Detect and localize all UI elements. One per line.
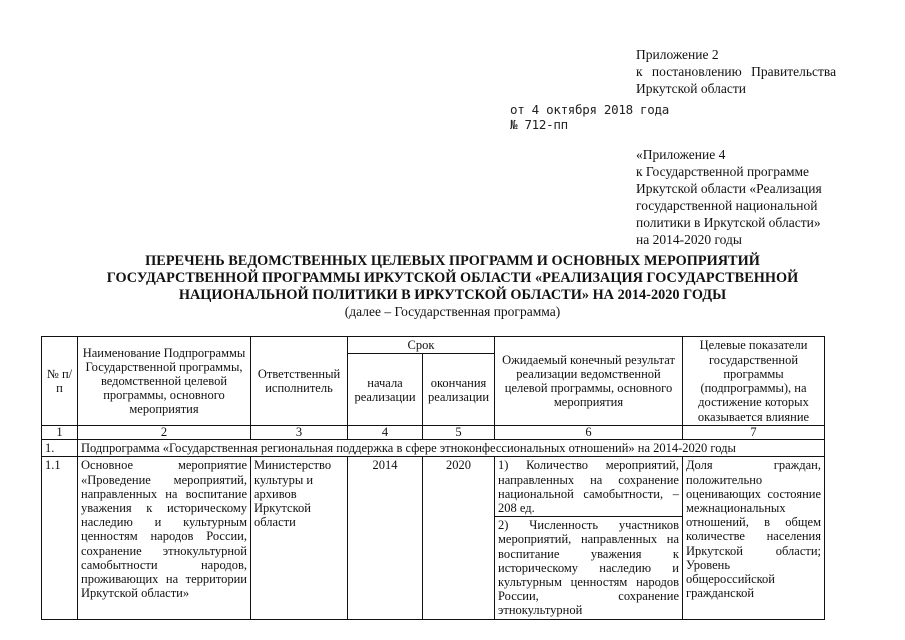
registration-stamp xyxy=(510,102,669,132)
header-term: Срок xyxy=(348,337,495,354)
measures-table xyxy=(41,336,825,620)
column-number: 3 xyxy=(251,426,348,440)
result-item-1: 1) Количество мероприятий, направленных на сохранение национальной самобытности, – 208 ед. xyxy=(498,458,679,516)
column-number: 2 xyxy=(78,426,251,440)
column-number: 1 xyxy=(42,426,78,440)
appendix-4-line: политики в Иркутской области» xyxy=(636,215,821,230)
appendix-4-block xyxy=(636,146,822,248)
table-row xyxy=(42,457,825,619)
row-measure-name: Основное мероприятие «Проведение мероприятий, направленных на воспитание уважения к историческому наследию и культурным ценностям народов России, сохранение этнокультурной самобытности народов, проживающих на территории Иркутской области» xyxy=(78,457,251,619)
document-title xyxy=(0,253,905,304)
subprogram-row xyxy=(42,440,825,457)
row-end-year: 2020 xyxy=(423,457,495,619)
title-line: ГОСУДАРСТВЕННОЙ ПРОГРАММЫ ИРКУТСКОЙ ОБЛАСТИ «РЕАЛИЗАЦИЯ ГОСУДАРСТВЕННОЙ xyxy=(106,270,799,286)
appendix-4-line: на 2014-2020 годы xyxy=(636,232,742,247)
header-num: № п/п xyxy=(42,337,78,426)
header-start: начала реализации xyxy=(348,354,423,426)
column-number: 5 xyxy=(423,426,495,440)
header-executor: Ответственный исполнитель xyxy=(251,337,348,426)
header-end: окончания реализации xyxy=(423,354,495,426)
subprogram-num: 1. xyxy=(42,440,78,457)
column-number: 4 xyxy=(348,426,423,440)
header-name: Наименование Подпрограммы Государственной программы, ведомственной целевой программы, основного мероприятия xyxy=(78,337,251,426)
result-item-2: 2) Численность участников мероприятий, направленных на воспитание уважения к историческому наследию и культурным ценностям народов России, сохранение этнокультурной xyxy=(495,516,682,618)
header-indicators: Целевые показатели государственной программы (подпрограммы), на достижение которых оказывается влияние xyxy=(683,337,825,426)
row-target-indicators: Доля граждан, положительно оценивающих состояние межнациональных отношений, в общем количестве населения Иркутской области; Уровень общероссийской гражданской xyxy=(683,457,825,619)
stamp-date: от 4 октября 2018 года xyxy=(510,102,669,117)
title-line: НАЦИОНАЛЬНОЙ ПОЛИТИКИ В ИРКУТСКОЙ ОБЛАСТИ» НА 2014-2020 ГОДЫ xyxy=(178,287,727,303)
appendix-2-line: Иркутской области xyxy=(636,81,747,96)
title-line: ПЕРЕЧЕНЬ ВЕДОМСТВЕННЫХ ЦЕЛЕВЫХ ПРОГРАММ И ОСНОВНЫХ МЕРОПРИЯТИЙ xyxy=(145,253,760,269)
appendix-4-line: «Приложение 4 xyxy=(636,147,726,162)
appendix-2-block xyxy=(636,46,836,97)
appendix-4-line: государственной национальной xyxy=(636,198,818,213)
stamp-number: № 712-пп xyxy=(510,117,568,132)
column-number: 7 xyxy=(683,426,825,440)
row-expected-results xyxy=(495,457,683,619)
appendix-4-line: Иркутской области «Реализация xyxy=(636,181,822,196)
appendix-4-line: к Государственной программе xyxy=(636,164,810,179)
column-number: 6 xyxy=(495,426,683,440)
header-result: Ожидаемый конечный результат реализации ведомственной целевой программы, основного мероприятия xyxy=(495,337,683,426)
subprogram-title: Подпрограмма «Государственная региональная поддержка в сфере этноконфессиональных отношений» на 2014-2020 годы xyxy=(78,440,825,457)
row-num: 1.1 xyxy=(42,457,78,619)
document-subtitle: (далее – Государственная программа) xyxy=(344,304,561,319)
row-executor: Министерство культуры и архивов Иркутской области xyxy=(251,457,348,619)
appendix-2-line: к постановлению Правительства xyxy=(636,64,837,79)
row-start-year: 2014 xyxy=(348,457,423,619)
appendix-2-line: Приложение 2 xyxy=(636,47,719,62)
